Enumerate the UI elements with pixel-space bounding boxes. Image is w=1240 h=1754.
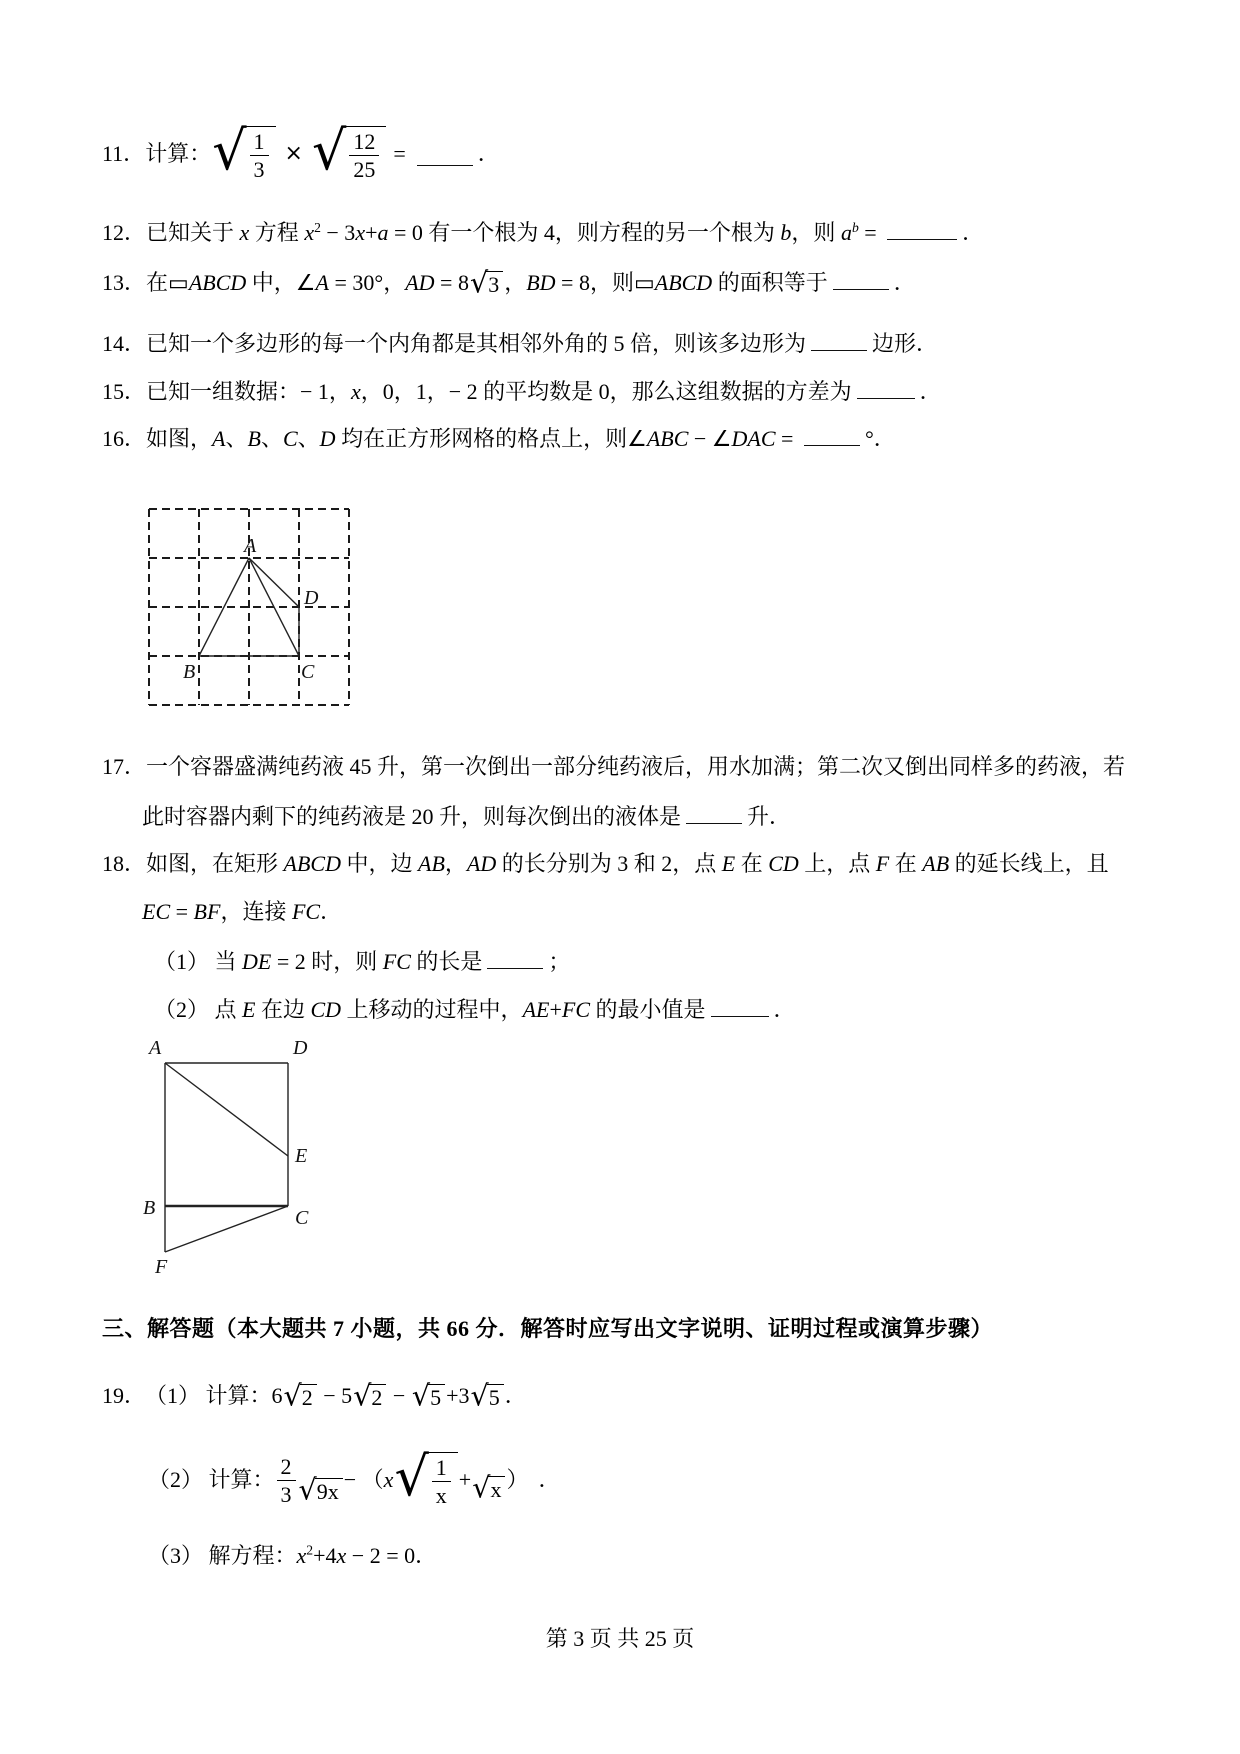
math-var: D [319, 426, 336, 452]
radical-icon: √ [311, 118, 347, 182]
page-footer [0, 1622, 1240, 1653]
radical-icon: √ [470, 1378, 489, 1413]
question-text: （1） 计算： [156, 1383, 272, 1408]
question-text: 已知一组数据：− 1， [146, 379, 351, 405]
question-11 [102, 118, 500, 183]
math-var: CD [310, 997, 342, 1023]
point-label-d: D [304, 587, 319, 609]
math-text: − （ [343, 1467, 384, 1492]
math-var: E [721, 851, 736, 876]
equals-sign: = [393, 141, 406, 166]
parallelogram-icon: ▭ [633, 271, 655, 297]
question-text: 均在正方形网格的格点上，则 [335, 426, 628, 452]
question-18-line2 [142, 898, 342, 927]
math-text: +3 [446, 1383, 470, 1408]
math-var: AB [418, 851, 445, 876]
answer-blank [811, 327, 867, 351]
math-var: x [304, 220, 315, 246]
question-text: 的最小值是 [590, 997, 706, 1023]
question-text: = 30°， [328, 270, 406, 296]
math-text: − 2 = 0 [346, 1543, 416, 1568]
question-text: 的延长线上，且 [949, 851, 1109, 876]
radical-icon: √ [394, 1444, 429, 1508]
period: ． [773, 997, 796, 1023]
question-number: 17． [102, 754, 147, 779]
period: ． [919, 379, 942, 405]
math-var: BD [526, 270, 556, 296]
math-var: EC [142, 899, 171, 924]
question-19-sub1 [102, 1378, 527, 1413]
math-text: + [458, 1467, 472, 1492]
question-text: + [365, 220, 378, 246]
point-label-c: C [295, 1207, 309, 1229]
question-number: 18． [102, 851, 147, 876]
question-text: 如图，在矩形 [146, 851, 284, 876]
math-var: A [212, 426, 226, 452]
exponent: 2 [314, 219, 321, 235]
math-var: C [282, 426, 298, 452]
period: ． [504, 1383, 527, 1408]
point-label-b: B [183, 661, 196, 683]
page-number-text: 第 3 页 共 25 页 [545, 1626, 695, 1651]
math-var: F [875, 851, 890, 876]
question-number: 19． [102, 1383, 147, 1408]
question-18-sub2 [154, 993, 796, 1025]
math-var: B [247, 426, 261, 452]
question-text: + [549, 997, 562, 1023]
math-var: A [315, 270, 329, 296]
answer-blank [857, 375, 915, 399]
question-16 [102, 422, 896, 455]
radical-icon: √ [212, 118, 247, 182]
math-var: DE [242, 949, 272, 975]
math-var: AD [466, 851, 497, 876]
period: ． [320, 899, 343, 924]
radical-icon: √ [283, 1378, 302, 1413]
math-text: +4 [313, 1543, 337, 1568]
question-text: 中，边 [340, 851, 418, 876]
question-18-sub1 [154, 945, 570, 977]
question-number: 15． [102, 379, 147, 405]
answer-blank [417, 142, 473, 166]
math-var: a [840, 220, 852, 246]
math-var: AD [405, 270, 435, 296]
question-text: − [688, 426, 712, 452]
figure-grid [145, 505, 355, 711]
angle-icon: ∠ [627, 427, 647, 453]
figure-rectangle [133, 1030, 363, 1278]
period: ． [538, 1467, 561, 1492]
question-text: 、 [297, 426, 320, 452]
question-text: = 8，则 [555, 270, 634, 296]
question-17-line1 [102, 753, 1125, 782]
math-var: CD [768, 851, 799, 876]
period: ． [873, 426, 896, 452]
point-label-a: A [244, 535, 257, 557]
degree-sign: ° [864, 426, 874, 452]
radical-icon: √ [411, 1378, 431, 1413]
question-text: = 2 时，则 [271, 949, 383, 975]
period: ． [962, 220, 985, 246]
sqrt-fraction: √ $\frac{12}{25}$ [312, 126, 386, 183]
question-text: 已知关于 [146, 220, 240, 246]
question-text: 、 [225, 426, 248, 452]
math-text: ） [506, 1467, 529, 1492]
period: ． [477, 141, 500, 166]
question-text: （1） 当 [154, 949, 243, 975]
math-text: − [387, 1383, 411, 1408]
math-var: FC [291, 899, 321, 924]
math-var: ABCD [654, 270, 713, 296]
question-number: 14． [102, 331, 147, 357]
section-title: 三、解答题（本大题共 7 小题，共 66 分．解答时应写出文字说明、证明过程或演算步骤） [102, 1316, 994, 1341]
math-var: x [336, 1543, 347, 1568]
sqrt: √ 9x [299, 1478, 343, 1507]
question-text: 已知一个多边形的每一个内角都是其相邻外角的 5 倍，则该多边形为 [146, 331, 807, 357]
sqrt: √ 5 [471, 1384, 504, 1413]
math-text: 6 [271, 1383, 283, 1408]
math-var: ABC [646, 426, 689, 452]
question-19-sub3 [148, 1542, 437, 1571]
math-var: BF [193, 899, 221, 924]
sqrt: √ x [472, 1476, 505, 1505]
exponent: 2 [306, 1542, 314, 1558]
math-var: x [355, 220, 366, 246]
answer-blank [887, 216, 957, 240]
math-var: a [377, 220, 389, 246]
point-label-b: B [143, 1197, 156, 1219]
math-var: FC [382, 949, 411, 975]
question-text: 此时容器内剩下的纯药液是 20 升，则每次倒出的液体是 [142, 804, 682, 830]
question-text: ， [504, 270, 527, 296]
question-17-line2 [142, 800, 791, 832]
question-text: = 0 有一个根为 4，则方程的另一个根为 [388, 220, 781, 246]
math-var: E [242, 997, 256, 1023]
question-text: 升． [747, 804, 792, 830]
point-label-c: C [301, 661, 315, 683]
question-19-sub2 [148, 1444, 561, 1509]
question-text: （2） 点 [154, 997, 243, 1023]
question-text: 方程 [249, 220, 305, 246]
angle-icon: ∠ [295, 271, 316, 297]
math-var: b [780, 220, 792, 246]
sqrt: √ 5 [412, 1384, 445, 1413]
question-text: 、 [260, 426, 283, 452]
question-text: = [170, 899, 194, 924]
times-sign: × [284, 141, 303, 166]
answer-blank [487, 945, 543, 969]
question-12 [102, 216, 984, 248]
radical-icon: √ [469, 265, 489, 300]
question-number: 16． [102, 426, 147, 452]
answer-blank [686, 800, 742, 824]
question-text: 的长是 [410, 949, 483, 975]
question-text: − 3 [320, 220, 356, 246]
question-text: 在 [889, 851, 923, 876]
fraction: $\frac{2}{3}$ [277, 1454, 296, 1508]
question-text: ，连接 [220, 899, 292, 924]
math-var: AE [522, 997, 550, 1023]
parallelogram-icon: ▭ [168, 271, 189, 297]
section-header [102, 1315, 993, 1344]
point-label-d: D [293, 1037, 308, 1059]
question-text: 中， [246, 270, 296, 296]
question-text: 如图， [146, 426, 213, 452]
rectangle-lines [165, 1063, 288, 1252]
radical-icon: √ [353, 1378, 372, 1413]
sqrt-fraction: √ $\frac{1}{x}$ [394, 1452, 457, 1509]
angle-icon: ∠ [711, 427, 732, 453]
question-text: 上移动的过程中， [341, 997, 523, 1023]
question-18-line1 [102, 850, 1109, 879]
question-text: ，0，1，− 2 的平均数是 0，那么这组数据的方差为 [360, 379, 852, 405]
question-text: 在 [146, 270, 169, 296]
math-var: x [383, 1467, 394, 1492]
answer-blank [804, 422, 860, 446]
period: ． [893, 270, 916, 296]
point-label-e: E [295, 1145, 308, 1167]
answer-blank [833, 266, 889, 290]
math-var: AB [922, 851, 950, 876]
question-text: 的面积等于 [712, 270, 828, 296]
question-number: 12． [102, 220, 147, 246]
question-text: 在边 [255, 997, 311, 1023]
question-text: （3） 解方程： [148, 1543, 297, 1568]
question-text: 在 [735, 851, 769, 876]
math-text: − 5 [317, 1383, 353, 1408]
sqrt: √ 3 [470, 271, 503, 300]
point-label-f: F [155, 1256, 168, 1278]
sqrt: √ 2 [284, 1384, 317, 1413]
question-15 [102, 375, 942, 407]
question-text: 一个容器盛满纯药液 45 升，第一次倒出一部分纯药液后，用水加满；第二次又倒出同样多的药液，若 [146, 754, 1126, 779]
question-text: 的长分别为 3 和 2，点 [496, 851, 722, 876]
question-13 [102, 266, 916, 299]
question-text: = [858, 220, 883, 246]
radical-icon: √ [472, 1470, 491, 1505]
sqrt-fraction: √ $\frac{1}{3}$ [212, 126, 275, 183]
question-text: （2） 计算： [148, 1467, 275, 1492]
question-text: ， [444, 851, 467, 876]
math-var: DAC [731, 426, 776, 452]
math-var: x [239, 220, 250, 246]
point-label-a: A [149, 1037, 162, 1059]
question-14 [102, 327, 938, 359]
math-var: FC [561, 997, 590, 1023]
math-var: x [350, 379, 361, 405]
question-text: 上，点 [798, 851, 876, 876]
exponent: b [851, 219, 859, 235]
radical-icon: √ [298, 1472, 317, 1507]
sqrt: √ 2 [353, 1384, 386, 1413]
question-text: 边形． [872, 331, 939, 357]
question-text: 计算： [145, 141, 212, 166]
question-text: = 8 [434, 270, 469, 296]
math-var: ABCD [188, 270, 247, 296]
punctuation: ； [548, 949, 571, 975]
question-number: 13． [102, 270, 147, 296]
answer-blank [711, 993, 769, 1017]
question-text: = [775, 426, 799, 452]
math-var: x [296, 1543, 307, 1568]
question-text: ，则 [791, 220, 841, 246]
math-var: ABCD [283, 851, 341, 876]
question-number: 11． [102, 141, 146, 166]
period: ． [415, 1543, 438, 1568]
